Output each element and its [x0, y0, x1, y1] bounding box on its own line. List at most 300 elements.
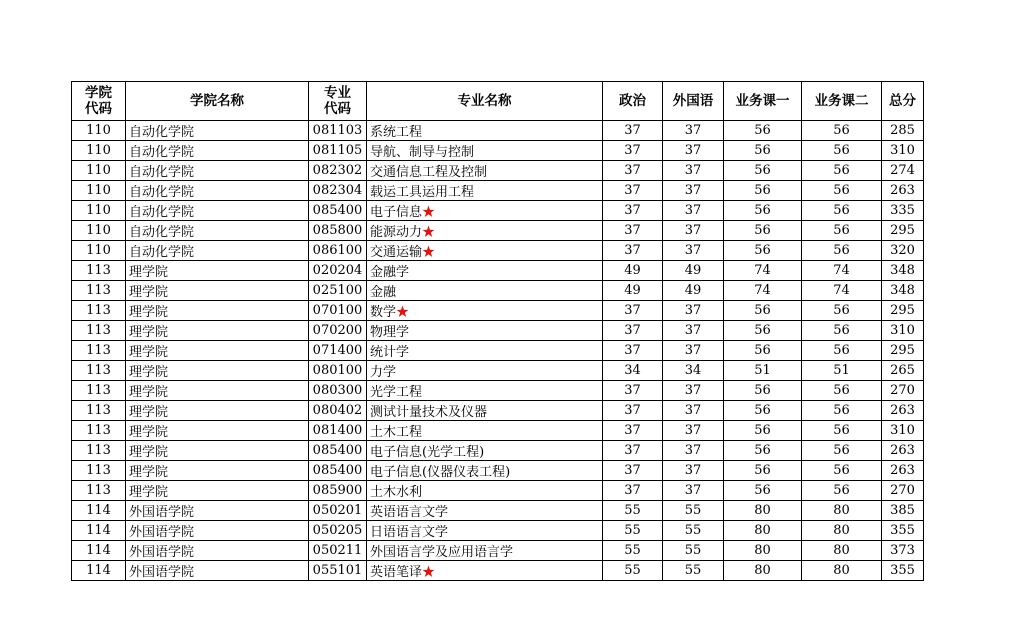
cell-college-code	[72, 281, 126, 301]
cell-total-text: 295	[890, 343, 915, 358]
cell-total	[882, 421, 924, 441]
table-row	[72, 181, 924, 201]
cell-politics	[603, 161, 663, 181]
cell-college-code-text: 110	[86, 143, 111, 158]
cell-major-name-text: 土木工程	[370, 425, 423, 440]
cell-major-code	[309, 181, 367, 201]
cell-college-name-text: 理学院	[129, 365, 169, 380]
cell-politics-text: 49	[624, 283, 641, 298]
cell-course-one	[724, 241, 802, 261]
cell-college-name	[126, 421, 309, 441]
cell-foreign-language	[663, 441, 724, 461]
cell-foreign-language	[663, 301, 724, 321]
cell-major-code	[309, 321, 367, 341]
cell-total	[882, 161, 924, 181]
table-row	[72, 241, 924, 261]
cell-major-code-text: 085400	[312, 203, 363, 218]
cell-course-one-text: 56	[754, 383, 771, 398]
cell-course-two-text: 56	[833, 383, 850, 398]
cell-college-name	[126, 261, 309, 281]
cell-college-name	[126, 241, 309, 261]
cell-total	[882, 441, 924, 461]
cell-total-text: 295	[890, 303, 915, 318]
cell-college-name	[126, 121, 309, 141]
header-college-name: 学院名称	[126, 82, 309, 121]
cell-course-one-text: 80	[754, 503, 771, 518]
cell-major-name-text: 电子信息(仪器仪表工程)	[370, 465, 511, 480]
cell-course-one-text: 80	[754, 543, 771, 558]
cell-college-code	[72, 401, 126, 421]
cell-major-code	[309, 281, 367, 301]
cell-total-text: 285	[890, 123, 915, 138]
cell-course-one-text: 56	[754, 243, 771, 258]
cell-course-two	[802, 521, 882, 541]
cell-major-code	[309, 161, 367, 181]
cell-major-name	[367, 361, 603, 381]
cell-course-two-text: 56	[833, 423, 850, 438]
cell-college-name-text: 理学院	[129, 385, 169, 400]
cell-course-one	[724, 501, 802, 521]
cell-politics-text: 37	[624, 203, 641, 218]
cell-course-one-text: 56	[754, 343, 771, 358]
cell-politics	[603, 441, 663, 461]
cell-major-name-text: 光学工程	[370, 385, 423, 400]
table-row	[72, 341, 924, 361]
cell-politics-text: 55	[624, 503, 641, 518]
cell-foreign-language	[663, 341, 724, 361]
cell-college-code	[72, 561, 126, 581]
header-foreign-language: 外国语	[663, 82, 724, 121]
cell-major-code-text: 081103	[312, 123, 363, 138]
cell-college-name-text: 理学院	[129, 325, 169, 340]
cell-foreign-language-text: 55	[684, 563, 702, 578]
cell-course-one	[724, 521, 802, 541]
cell-foreign-language	[663, 281, 724, 301]
cell-course-one-text: 56	[754, 403, 771, 418]
cell-politics-text: 37	[624, 403, 641, 418]
cell-politics-text: 55	[624, 543, 641, 558]
cell-course-one-text: 80	[754, 563, 771, 578]
cell-course-two-text: 56	[833, 223, 850, 238]
cell-foreign-language-text: 37	[684, 343, 702, 358]
cell-total	[882, 321, 924, 341]
cell-foreign-language-text: 55	[684, 503, 702, 518]
cell-major-name-text: 英语笔译	[370, 565, 423, 580]
cell-major-name-text: 英语语言文学	[370, 505, 449, 520]
cell-politics	[603, 461, 663, 481]
table-row	[72, 421, 924, 441]
cell-college-code-text: 113	[86, 303, 111, 318]
cell-course-two	[802, 401, 882, 421]
cell-politics	[603, 121, 663, 141]
cell-course-two	[802, 481, 882, 501]
cell-course-two-text: 74	[833, 283, 850, 298]
cell-college-name	[126, 461, 309, 481]
cell-college-name	[126, 141, 309, 161]
cell-course-one-text: 56	[754, 303, 771, 318]
cell-course-two	[802, 281, 882, 301]
cell-politics-text: 55	[624, 523, 641, 538]
cell-college-name-text: 理学院	[129, 305, 169, 320]
cell-course-one-text: 56	[754, 183, 771, 198]
cell-college-code-text: 110	[86, 203, 111, 218]
cell-total	[882, 561, 924, 581]
cell-college-name-text: 自动化学院	[129, 145, 195, 160]
cell-total	[882, 241, 924, 261]
table-row	[72, 441, 924, 461]
header-college-code	[72, 82, 126, 121]
cell-major-name	[367, 201, 603, 221]
cell-major-name-text: 统计学	[370, 345, 410, 360]
cell-course-one-text: 56	[754, 123, 771, 138]
table-body	[72, 121, 924, 581]
cell-course-two-text: 56	[833, 403, 850, 418]
cell-foreign-language	[663, 421, 724, 441]
cell-college-name	[126, 341, 309, 361]
cell-college-code-text: 113	[86, 483, 111, 498]
cell-college-code	[72, 361, 126, 381]
cell-foreign-language	[663, 461, 724, 481]
cell-course-one	[724, 441, 802, 461]
cell-total-text: 263	[890, 403, 915, 418]
cell-major-name	[367, 261, 603, 281]
cell-course-one-text: 51	[754, 363, 771, 378]
cell-course-two-text: 80	[833, 563, 850, 578]
cell-college-name-text: 外国语学院	[129, 525, 195, 540]
cell-college-name-text: 自动化学院	[129, 205, 195, 220]
cell-course-two-text: 56	[833, 343, 850, 358]
cell-course-one	[724, 281, 802, 301]
cell-course-one	[724, 261, 802, 281]
cell-major-code-text: 025100	[312, 283, 363, 298]
cell-politics-text: 37	[624, 323, 641, 338]
cell-course-one	[724, 161, 802, 181]
cell-college-code	[72, 541, 126, 561]
cell-college-name-text: 理学院	[129, 465, 169, 480]
cell-major-code-text: 082304	[312, 183, 363, 198]
cell-college-name	[126, 361, 309, 381]
cell-total-text: 295	[890, 223, 915, 238]
cell-course-two-text: 56	[833, 443, 850, 458]
cell-politics-text: 37	[624, 343, 641, 358]
cell-course-two	[802, 301, 882, 321]
cell-major-code-text: 081105	[312, 143, 363, 158]
cell-college-code	[72, 381, 126, 401]
cell-course-two	[802, 461, 882, 481]
cell-politics	[603, 521, 663, 541]
cell-course-one-text: 74	[754, 283, 771, 298]
cell-total-text: 274	[890, 163, 915, 178]
cell-college-name-text: 理学院	[129, 265, 169, 280]
star-icon: ★	[396, 305, 410, 320]
cell-course-one-text: 74	[754, 263, 771, 278]
cell-course-two	[802, 261, 882, 281]
cell-politics	[603, 401, 663, 421]
cell-total	[882, 521, 924, 541]
cell-major-code	[309, 241, 367, 261]
cell-politics	[603, 321, 663, 341]
cell-total-text: 373	[890, 543, 915, 558]
cell-politics-text: 49	[624, 263, 641, 278]
cell-major-code	[309, 421, 367, 441]
cell-major-code-text: 085400	[312, 443, 363, 458]
cell-course-two-text: 56	[833, 123, 850, 138]
cell-course-one-text: 56	[754, 203, 771, 218]
cell-politics	[603, 561, 663, 581]
cell-college-code	[72, 121, 126, 141]
cell-politics	[603, 201, 663, 221]
cell-college-name-text: 理学院	[129, 485, 169, 500]
cell-politics	[603, 301, 663, 321]
cell-major-name	[367, 181, 603, 201]
cell-major-name	[367, 401, 603, 421]
cell-politics-text: 37	[624, 483, 641, 498]
cell-major-code-text: 055101	[312, 563, 363, 578]
table-row	[72, 201, 924, 221]
cell-college-name-text: 外国语学院	[129, 505, 195, 520]
cell-major-name-text: 交通运输	[370, 245, 423, 260]
cell-course-one-text: 56	[754, 443, 771, 458]
cell-major-name-text: 电子信息	[370, 205, 423, 220]
cell-total	[882, 481, 924, 501]
cell-college-code-text: 110	[86, 163, 111, 178]
cell-major-code-text: 086100	[312, 243, 363, 258]
cell-major-code	[309, 341, 367, 361]
cell-college-code-text: 110	[86, 123, 111, 138]
cell-foreign-language-text: 55	[684, 543, 702, 558]
cell-course-two-text: 56	[833, 303, 850, 318]
cell-foreign-language	[663, 141, 724, 161]
cell-politics	[603, 181, 663, 201]
cell-major-code	[309, 121, 367, 141]
cell-politics	[603, 541, 663, 561]
cell-major-name	[367, 521, 603, 541]
cell-college-code	[72, 141, 126, 161]
cell-foreign-language-text: 49	[684, 263, 702, 278]
cell-major-name	[367, 141, 603, 161]
header-major-name: 专业名称	[367, 82, 603, 121]
cell-college-code	[72, 441, 126, 461]
cell-major-name-text: 日语语言文学	[370, 525, 449, 540]
cell-major-name	[367, 381, 603, 401]
cell-college-name	[126, 201, 309, 221]
cell-course-two-text: 80	[833, 503, 850, 518]
table-row	[72, 261, 924, 281]
cell-college-code	[72, 161, 126, 181]
cell-politics-text: 37	[624, 423, 641, 438]
cell-course-one	[724, 481, 802, 501]
cell-foreign-language-text: 37	[684, 143, 702, 158]
cell-college-name-text: 理学院	[129, 405, 169, 420]
cell-total-text: 270	[890, 483, 915, 498]
cell-foreign-language-text: 34	[684, 363, 702, 378]
cell-major-code-text: 070100	[312, 303, 363, 318]
cell-course-one	[724, 341, 802, 361]
cell-college-code	[72, 481, 126, 501]
cell-politics	[603, 221, 663, 241]
cell-course-two-text: 56	[833, 163, 850, 178]
cell-course-two	[802, 441, 882, 461]
cell-college-code-text: 113	[86, 443, 111, 458]
cell-total	[882, 381, 924, 401]
star-icon: ★	[422, 565, 436, 580]
table-row	[72, 301, 924, 321]
cell-college-name	[126, 481, 309, 501]
header-major-code-label: 专业 代码	[324, 85, 351, 117]
cell-college-name	[126, 401, 309, 421]
cell-foreign-language-text: 37	[684, 423, 702, 438]
star-icon: ★	[422, 205, 436, 220]
cell-politics	[603, 341, 663, 361]
cell-major-name	[367, 281, 603, 301]
cell-major-name-text: 金融	[370, 285, 397, 300]
cell-major-name	[367, 441, 603, 461]
cell-major-code-text: 080100	[312, 363, 363, 378]
cell-major-code-text: 050205	[312, 523, 363, 538]
cell-course-one	[724, 141, 802, 161]
cell-course-one	[724, 421, 802, 441]
cell-course-one-text: 56	[754, 223, 771, 238]
cell-major-name-text: 外国语言学及应用语言学	[370, 545, 514, 560]
cell-college-code-text: 113	[86, 463, 111, 478]
cell-course-one-text: 80	[754, 523, 771, 538]
cell-course-two-text: 56	[833, 183, 850, 198]
cell-total	[882, 221, 924, 241]
table-row	[72, 521, 924, 541]
cell-total	[882, 141, 924, 161]
cell-total-text: 263	[890, 183, 915, 198]
cell-college-code-text: 110	[86, 243, 111, 258]
cell-major-name-text: 电子信息(光学工程)	[370, 445, 485, 460]
cell-politics	[603, 501, 663, 521]
table-row	[72, 481, 924, 501]
cell-college-name-text: 自动化学院	[129, 165, 195, 180]
cell-college-name	[126, 541, 309, 561]
cell-college-name	[126, 161, 309, 181]
cell-course-two	[802, 241, 882, 261]
cell-politics-text: 37	[624, 143, 641, 158]
cell-course-two	[802, 141, 882, 161]
cell-course-two-text: 80	[833, 523, 850, 538]
cell-course-one	[724, 381, 802, 401]
cell-total	[882, 301, 924, 321]
table-row	[72, 141, 924, 161]
cell-course-one	[724, 121, 802, 141]
table-row	[72, 501, 924, 521]
cell-major-code	[309, 361, 367, 381]
cell-total-text: 348	[890, 283, 915, 298]
cell-politics-text: 37	[624, 463, 641, 478]
cell-college-name-text: 自动化学院	[129, 125, 195, 140]
cell-major-code	[309, 461, 367, 481]
cell-college-code-text: 113	[86, 283, 111, 298]
cell-course-two	[802, 121, 882, 141]
cell-foreign-language	[663, 361, 724, 381]
cell-total	[882, 181, 924, 201]
cell-course-one	[724, 221, 802, 241]
cell-foreign-language-text: 37	[684, 403, 702, 418]
cell-course-one	[724, 461, 802, 481]
cell-course-one	[724, 301, 802, 321]
cell-foreign-language-text: 37	[684, 443, 702, 458]
cell-college-name	[126, 181, 309, 201]
cell-college-name-text: 自动化学院	[129, 225, 195, 240]
cell-major-name-text: 导航、制导与控制	[370, 145, 475, 160]
cell-foreign-language-text: 37	[684, 483, 702, 498]
cell-course-two-text: 80	[833, 543, 850, 558]
table-row	[72, 221, 924, 241]
cell-major-code-text: 080402	[312, 403, 363, 418]
cell-politics	[603, 421, 663, 441]
cell-major-name-text: 测试计量技术及仪器	[370, 405, 488, 420]
cell-foreign-language-text: 37	[684, 323, 702, 338]
cell-college-code-text: 113	[86, 423, 111, 438]
cell-total	[882, 281, 924, 301]
cell-politics	[603, 241, 663, 261]
cell-foreign-language-text: 37	[684, 123, 702, 138]
cell-course-two	[802, 501, 882, 521]
cell-major-code-text: 082302	[312, 163, 363, 178]
cell-college-code	[72, 201, 126, 221]
cell-foreign-language-text: 37	[684, 383, 702, 398]
cell-major-name-text: 力学	[370, 365, 397, 380]
cell-total	[882, 201, 924, 221]
cell-foreign-language	[663, 321, 724, 341]
cell-course-one-text: 56	[754, 423, 771, 438]
cell-total-text: 385	[890, 503, 915, 518]
cell-college-code	[72, 321, 126, 341]
cell-course-two	[802, 381, 882, 401]
cell-politics-text: 37	[624, 223, 641, 238]
cell-college-code-text: 110	[86, 223, 111, 238]
cell-major-code-text: 081400	[312, 423, 363, 438]
cell-major-name	[367, 321, 603, 341]
header-total: 总分	[882, 82, 924, 121]
cell-college-name	[126, 281, 309, 301]
cell-course-one-text: 56	[754, 483, 771, 498]
cell-total	[882, 401, 924, 421]
cell-major-name-text: 载运工具运用工程	[370, 185, 475, 200]
cell-major-code	[309, 441, 367, 461]
cell-politics-text: 37	[624, 303, 641, 318]
cell-total-text: 265	[890, 363, 915, 378]
cell-course-two	[802, 341, 882, 361]
cell-course-two-text: 56	[833, 323, 850, 338]
cell-foreign-language-text: 37	[684, 203, 702, 218]
cell-college-code-text: 113	[86, 263, 111, 278]
cell-college-name	[126, 561, 309, 581]
cell-course-two	[802, 161, 882, 181]
cell-college-code	[72, 181, 126, 201]
cell-major-code	[309, 381, 367, 401]
cell-major-code	[309, 301, 367, 321]
cell-total-text: 310	[890, 143, 915, 158]
cell-college-code-text: 114	[86, 523, 111, 538]
cell-foreign-language	[663, 241, 724, 261]
cell-major-code-text: 085900	[312, 483, 363, 498]
table-row	[72, 121, 924, 141]
cell-college-code	[72, 261, 126, 281]
cell-major-name-text: 数学	[370, 305, 397, 320]
cell-foreign-language-text: 37	[684, 303, 702, 318]
cell-course-one	[724, 361, 802, 381]
cell-foreign-language-text: 37	[684, 163, 702, 178]
cell-college-code	[72, 521, 126, 541]
cell-foreign-language	[663, 521, 724, 541]
cell-college-code-text: 110	[86, 183, 111, 198]
cell-total	[882, 261, 924, 281]
cell-foreign-language	[663, 121, 724, 141]
